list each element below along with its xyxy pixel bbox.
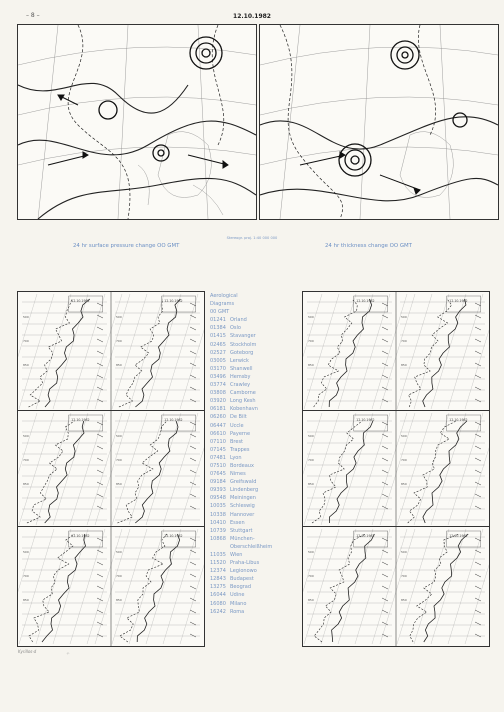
station-code: 10868 (210, 535, 226, 542)
map-projection-note: Stereogr. proj. 1:40 000 000 (226, 236, 278, 240)
station-name: Essen (230, 519, 245, 526)
station-name: Brest (230, 438, 244, 445)
station-row (210, 575, 310, 583)
diagram-date-label: 12.10.1982 (356, 299, 375, 303)
station-code: 03005 (210, 357, 226, 364)
station-name: Meiningen (230, 495, 256, 502)
pressure-level-label: 500 (23, 550, 29, 554)
pressure-level-label: 850 (116, 482, 122, 486)
station-row (210, 511, 310, 519)
pressure-level-label: 700 (401, 458, 407, 462)
station-code: 07645 (210, 471, 226, 478)
station-code: 06181 (210, 406, 226, 413)
pressure-level-label: 850 (401, 598, 407, 602)
station-row (210, 405, 310, 413)
station-code: 02465 (210, 341, 226, 348)
diagram-date-label: 12.10.1982 (71, 299, 90, 303)
diagram-date-label: 12.10.1982 (449, 299, 468, 303)
station-name: Wien (230, 552, 243, 558)
pressure-level-label: 500 (401, 550, 407, 554)
station-list (210, 316, 310, 615)
pressure-level-label: 700 (23, 458, 29, 462)
station-code: 16242 (210, 608, 226, 615)
legend-title-2: Diagrams (210, 301, 235, 308)
pressure-level-label: 500 (116, 315, 122, 319)
station-row (210, 365, 310, 373)
pressure-level-label: 500 (401, 315, 407, 319)
pressure-level-label: 700 (308, 574, 314, 578)
diagram-date-label: 12.10.1982 (449, 418, 468, 422)
station-code: 03774 (210, 382, 226, 389)
station-name: Lerwick (230, 357, 249, 364)
station-row (210, 454, 310, 462)
station-row (210, 527, 310, 535)
station-row (210, 316, 310, 324)
station-row (210, 519, 310, 527)
pressure-level-label: 700 (116, 458, 122, 462)
pressure-level-label: 500 (23, 434, 29, 438)
station-row (210, 381, 310, 389)
page-number: – 8 – (26, 12, 40, 19)
station-name: Stavanger (230, 333, 256, 340)
station-row (210, 438, 310, 446)
station-name: Stuttgart (230, 527, 253, 534)
pressure-level-label: 500 (116, 550, 122, 554)
station-code: 10410 (210, 519, 226, 526)
station-row (210, 551, 310, 559)
station-name: Udine (230, 592, 245, 599)
station-row (210, 397, 310, 405)
station-row (210, 430, 310, 438)
station-name: Shanwell (230, 365, 253, 372)
aerological-panel-right-1 (302, 291, 490, 412)
station-row (210, 324, 310, 332)
pressure-level-label: 850 (23, 598, 29, 602)
station-name: Goteborg (230, 349, 254, 356)
station-code: 06447 (210, 422, 226, 429)
station-code: 03496 (210, 373, 226, 380)
pressure-level-label: 850 (23, 363, 29, 367)
station-name: Praha-Libus (230, 560, 260, 567)
pressure-level-label: 700 (23, 574, 29, 578)
pressure-level-label: 500 (401, 434, 407, 438)
station-name: Crawley (230, 382, 251, 389)
thickness-change-map (259, 24, 499, 220)
station-row (210, 446, 310, 454)
left-map-caption: 24 hr surface pressure change OO GMT (73, 243, 180, 249)
station-code: 12843 (210, 576, 226, 583)
station-name: Trappes (230, 446, 250, 453)
station-name: Kobenhavn (230, 406, 258, 413)
pressure-level-label: 700 (116, 574, 122, 578)
station-code: 01384 (210, 325, 226, 332)
station-code: 10035 (210, 503, 226, 510)
station-code: 06610 (210, 430, 226, 437)
station-row (210, 478, 310, 486)
pressure-level-label: 850 (308, 598, 314, 602)
pressure-level-label: 850 (401, 482, 407, 486)
station-code: 13275 (210, 584, 226, 591)
station-row (210, 357, 310, 365)
station-name: Oberschleißheim (230, 543, 273, 550)
station-code: 07481 (210, 454, 226, 461)
pressure-level-label: 850 (23, 482, 29, 486)
station-legend (210, 292, 310, 616)
station-name: Beograd (230, 584, 252, 591)
diagram-date-label: 12.10.1982 (71, 534, 90, 538)
pressure-level-label: 700 (308, 339, 314, 343)
aerological-panel-left-2 (17, 410, 205, 528)
station-row (210, 559, 310, 567)
station-name: Nimes (230, 471, 246, 478)
station-code: 01415 (210, 333, 226, 340)
station-code: 02527 (210, 349, 226, 356)
station-code: 06260 (210, 414, 226, 421)
station-row (210, 332, 310, 340)
pressure-level-label: 500 (23, 315, 29, 319)
station-code: 16080 (210, 600, 226, 607)
station-name: Hannover (230, 511, 255, 518)
pressure-level-label: 500 (308, 434, 314, 438)
pressure-level-label: 850 (116, 363, 122, 367)
aerological-panel-right-2 (302, 410, 490, 528)
station-code: 10338 (210, 511, 226, 518)
aerological-panel-right-3 (302, 526, 490, 647)
station-code: 11520 (210, 560, 226, 567)
station-name: Budapest (230, 576, 254, 583)
station-row (210, 608, 310, 616)
station-code: 07510 (210, 462, 226, 469)
station-code: 01241 (210, 317, 226, 324)
station-row (210, 373, 310, 381)
legend-title-1: Aerological (210, 293, 238, 299)
station-name: Schleswig (230, 503, 255, 510)
pressure-level-label: 850 (401, 363, 407, 367)
signature: Kyrillos·d (18, 649, 37, 654)
pressure-level-label: 850 (308, 482, 314, 486)
station-name: Milano (230, 600, 247, 607)
station-code: 09184 (210, 479, 226, 486)
station-code: 09548 (210, 495, 226, 502)
station-name: Orland (230, 317, 247, 324)
pressure-level-label: 700 (23, 339, 29, 343)
station-code: 16044 (210, 592, 226, 599)
station-name: Lindenberg (230, 487, 259, 494)
footer-note: ·γ· (66, 651, 70, 655)
station-code: 12374 (210, 568, 226, 575)
pressure-level-label: 700 (401, 339, 407, 343)
pressure-level-label: 500 (308, 315, 314, 319)
station-code: 07110 (210, 438, 226, 445)
pressure-level-label: 500 (116, 434, 122, 438)
pressure-level-label: 700 (116, 339, 122, 343)
station-name: De Bilt (230, 414, 247, 421)
legend-title-3: 00 GMT (210, 309, 230, 316)
station-row (210, 600, 310, 608)
station-row (210, 422, 310, 430)
station-name: Long Kesh (230, 398, 256, 405)
station-code (210, 543, 230, 551)
station-name: Camborne (230, 390, 256, 397)
station-row (210, 470, 310, 478)
station-row (210, 349, 310, 357)
diagram-date-label: 12.10.1982 (164, 418, 183, 422)
diagram-date-label: 12.10.1982 (164, 299, 183, 303)
station-row (210, 535, 310, 543)
pressure-level-label: 850 (116, 598, 122, 602)
station-row (210, 413, 310, 421)
diagram-date-label: 12.10.1982 (71, 418, 90, 422)
station-name: Bordeaux (230, 462, 254, 469)
station-row (210, 591, 310, 599)
station-code: 07145 (210, 446, 226, 453)
diagram-date-label: 12.10.1982 (356, 418, 375, 422)
station-row (210, 389, 310, 397)
station-name: Hemsby (230, 373, 251, 380)
station-name: Oslo (230, 325, 241, 332)
station-row (210, 567, 310, 575)
station-name: Roma (230, 608, 245, 615)
station-name: München- (230, 535, 255, 542)
station-name: Lyon (230, 454, 242, 461)
right-map-caption: 24 hr thickness change OO GMT (325, 243, 412, 249)
aerological-panel-left-3 (17, 526, 205, 647)
surface-pressure-change-map (17, 24, 257, 220)
station-name: Uccle (230, 422, 244, 429)
station-row (210, 494, 310, 502)
station-code: 03920 (210, 398, 226, 405)
diagram-date-label: 12.10.1982 (449, 534, 468, 538)
station-code: 03808 (210, 390, 226, 397)
station-row (210, 462, 310, 470)
station-row (210, 543, 310, 551)
station-row (210, 341, 310, 349)
station-code: 11035 (210, 552, 226, 558)
station-row (210, 583, 310, 591)
diagram-date-label: 12.10.1982 (164, 534, 183, 538)
station-code: 10739 (210, 527, 226, 534)
station-name: Payerne (230, 430, 251, 437)
date-heading: 12.10.1982 (233, 13, 271, 20)
station-row (210, 486, 310, 494)
pressure-level-label: 700 (401, 574, 407, 578)
aerological-panel-left-1 (17, 291, 205, 412)
station-row (210, 502, 310, 510)
station-name: Stockholm (230, 341, 257, 348)
pressure-level-label: 850 (308, 363, 314, 367)
station-name: Legionowo (230, 568, 257, 575)
station-code: 03170 (210, 365, 226, 372)
station-code: 09393 (210, 487, 226, 494)
diagram-date-label: 12.10.1982 (356, 534, 375, 538)
pressure-level-label: 700 (308, 458, 314, 462)
station-name: Greifswald (230, 479, 257, 486)
pressure-level-label: 500 (308, 550, 314, 554)
